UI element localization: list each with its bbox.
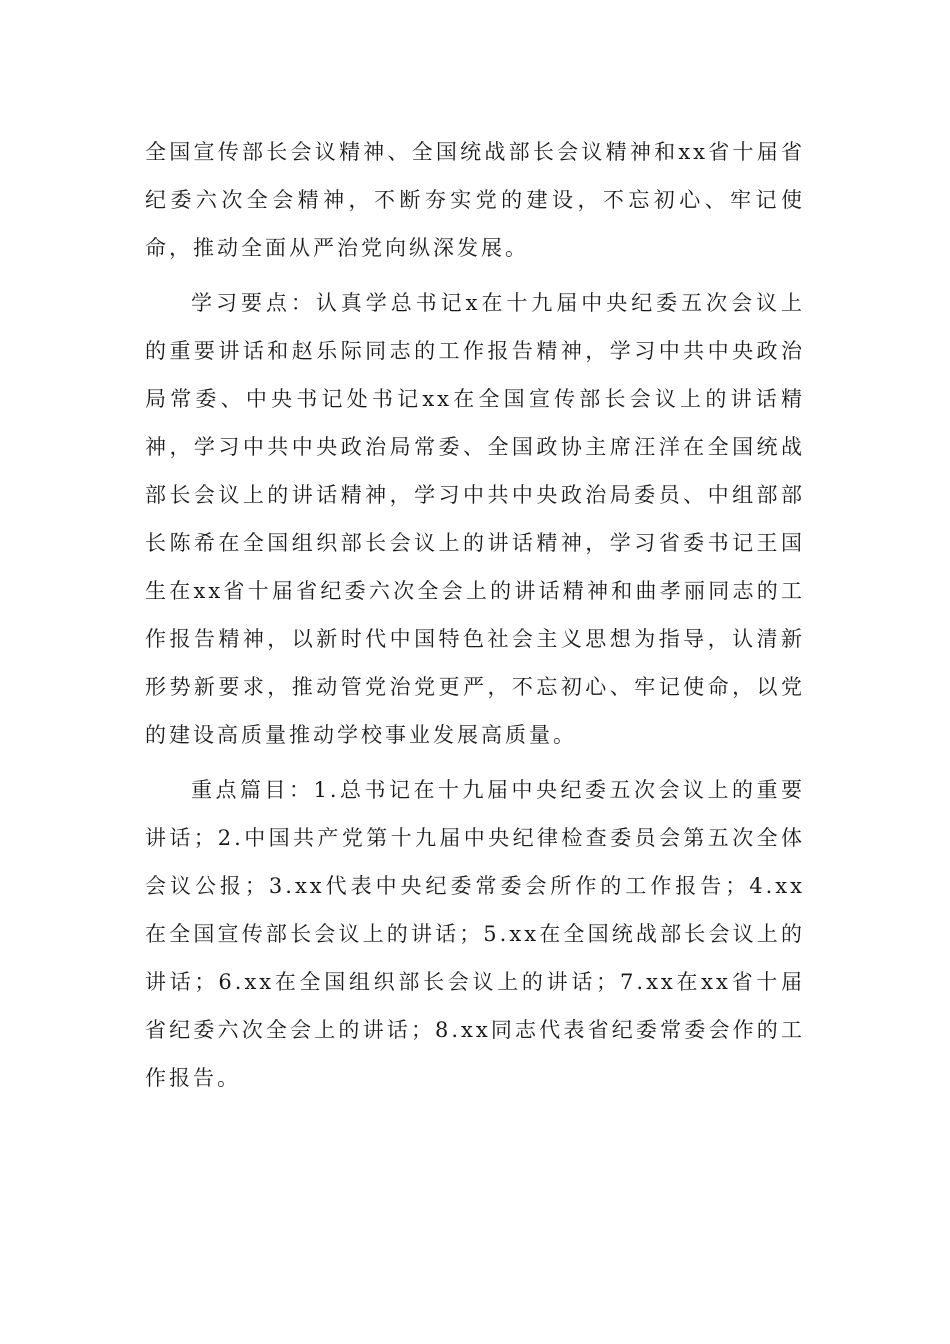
paragraph-study-points: 学习要点：认真学总书记x在十九届中央纪委五次会议上的重要讲话和赵乐际同志的工作报告精神，学习中共中央政治局常委、中央书记处书记xx在全国宣传部长会议上的讲话精神，学习中共中央政治局常委、全国政协主席汪洋在全国统战部长会议上的讲话精神，学习中共中央政治局委员、中组部部长陈希在全国组织部长会议上的讲话精神，学习省委书记王国生在xx省十届省纪委六次全会上的讲话精神和曲孝丽同志的工作报告精神，以新时代中国特色社会主义思想为指导，认清新形势新要求，推动管党治党更严，不忘初心、牢记使命，以党的建设高质量推动学校事业发展高质量。	[145, 291, 805, 747]
document-body	[145, 128, 805, 1102]
paragraph-key-readings: 重点篇目：1.总书记在十九届中央纪委五次会议上的重要讲话；2.中国共产党第十九届中央纪律检查委员会第五次全体会议公报；3.xx代表中央纪委常委会所作的工作报告；4.xx在全国宣传部长会议上的讲话；5.xx在全国统战部长会议上的讲话；6.xx在全国组织部长会议上的讲话；7.xx在xx省十届省纪委六次全会上的讲话；8.xx同志代表省纪委常委会作的工作报告。	[145, 778, 805, 1090]
paragraph-spacer	[145, 759, 805, 766]
paragraph-intro-continuation: 全国宣传部长会议精神、全国统战部长会议精神和xx省十届省纪委六次全会精神，不断夯实党的建设，不忘初心、牢记使命，推动全面从严治党向纵深发展。	[145, 140, 805, 260]
paragraph-spacer	[145, 272, 805, 279]
